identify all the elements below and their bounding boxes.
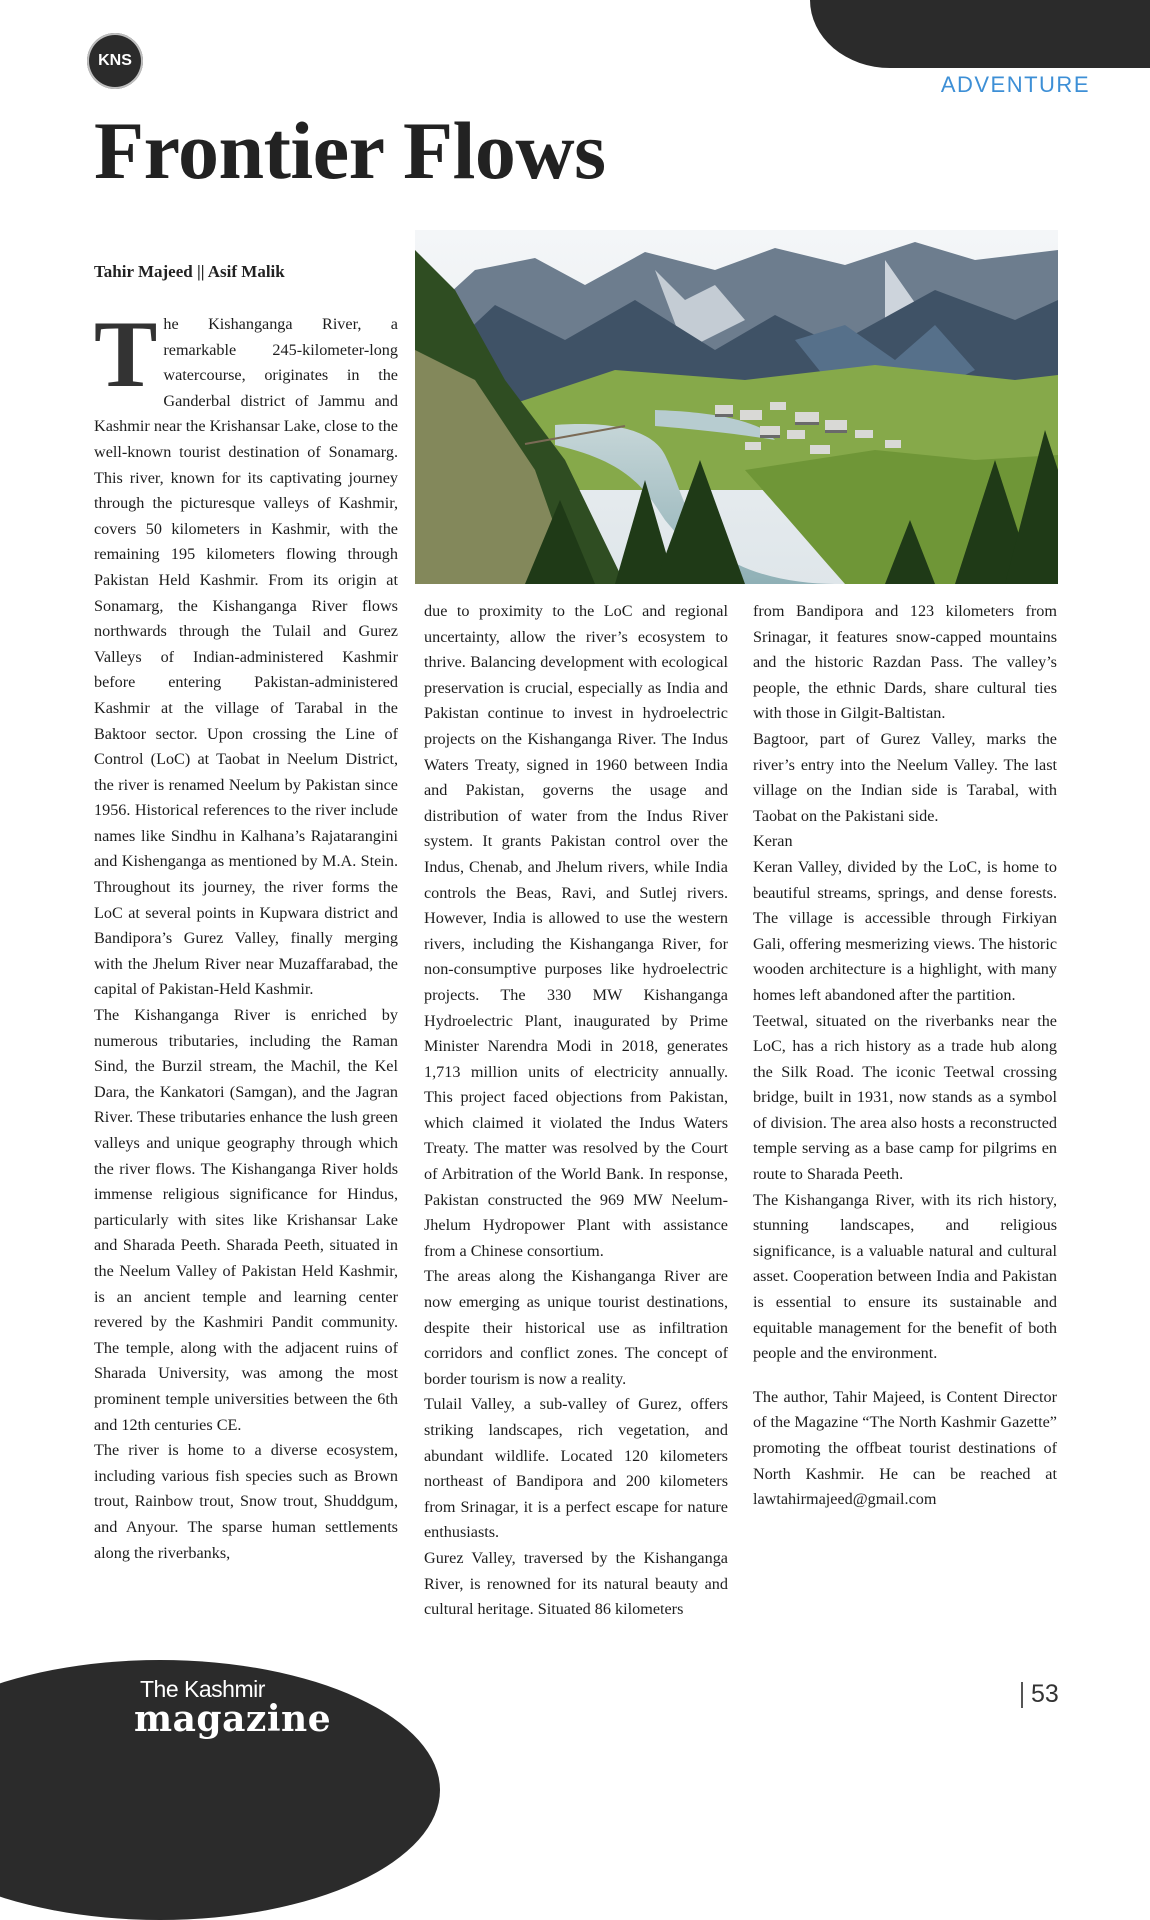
article-column-3: [753, 599, 1057, 1513]
article-paragraph: Tulail Valley, a sub-valley of Gurez, offers striking landscapes, rich vegetation, and abundant wildlife. Located 120 kilometers northeast of Bandipora and 200 kilometers from Srinagar, it is a perfect escape for nature enthusiasts.: [424, 1395, 728, 1542]
article-paragraph: due to proximity to the LoC and regional uncertainty, allow the river’s ecosystem to thrive. Balancing development with ecological preservation is crucial, especially as India and Pakistan continue to invest in hydroelectric projects on the Kishanganga River. The Indus Waters Treaty, signed in 1960 between India and Pakistan, governs the usage and distribution of water from the Indus River system. It grants Pakistan control over the Indus, Chenab, and Jhelum rivers, while India controls the Beas, Ravi, and Sutlej rivers. However, India is allowed to use the western rivers, including the Kishanganga River, for non-consumptive purposes like hydroelectric projects. The 330 MW Kishanganga Hydroelectric Plant, inaugurated by Prime Minister Narendra Modi in 2018, generates 1,713 million units of electricity annually. This project faced objections from Pakistan, which claimed it violated the Indus Waters Treaty. The matter was resolved by the Court of Arbitration of the World Bank. In response, Pakistan constructed the 969 MW Neelum-Jhelum Hydropower Plant with assistance from a Chinese consortium.: [424, 602, 728, 1260]
byline: Tahir Majeed || Asif Malik: [94, 262, 285, 281]
brand-line-2: magazine: [134, 1698, 332, 1740]
header-tab-decoration: [810, 0, 1150, 68]
article-paragraph: [94, 301, 398, 1003]
article-paragraph: The Kishanganga River, with its rich history, stunning landscapes, and religious significance, is a valuable natural and cultural asset. Cooperation between India and Pakistan is essential to ensure its sustainable and equitable management for the benefit of both people and the environment.: [753, 1190, 1057, 1363]
article-paragraph: Keran Valley, divided by the LoC, is home to beautiful streams, springs, and dense forests. The village is accessible through Firkiyan Gali, offering mesmerizing views. The historic wooden architecture is a highlight, with many homes left abandoned after the partition.: [753, 857, 1057, 1004]
article-paragraph: Gurez Valley, traversed by the Kishanganga River, is renowned for its natural beauty and cultural heritage. Situated 86 kilometers: [424, 1548, 728, 1619]
article-paragraph: Bagtoor, part of Gurez Valley, marks the river’s entry into the Neelum Valley. The last village on the Indian side is Tarabal, with Taobat on the Pakistani side.: [753, 729, 1057, 825]
page-title: Frontier Flows: [94, 105, 606, 196]
page-number: 53: [1031, 1680, 1059, 1708]
kns-logo-text: KNS: [98, 52, 132, 69]
article-paragraph: The river is home to a diverse ecosystem, including various fish species such as Brown trout, Rainbow trout, Snow trout, Shuddgum, and Anyour. The sparse human settlements along the riverbanks,: [94, 1441, 398, 1562]
article-paragraph: The areas along the Kishanganga River are now emerging as unique tourist destinations, despite their historical use as infiltration corridors and conflict zones. The concept of border tourism is now a reality.: [424, 1267, 728, 1388]
page-number-divider: [1021, 1682, 1023, 1708]
section-label: ADVENTURE: [940, 72, 1090, 97]
author-note: The author, Tahir Majeed, is Content Director of the Magazine “The North Kashmir Gazette” promoting the offbeat tourist destinations of North Kashmir. He can be reached at lawtahirmajeed@gmail.com: [753, 1387, 1057, 1509]
drop-cap: T: [94, 301, 158, 407]
article-paragraph: The Kishanganga River is enriched by numerous tributaries, including the Raman Sind, the Burzil stream, the Machil, the Kel Dara, the Kankatori (Samgan), and the Jagran River. These tributaries enhance the lush green valleys and unique geography through which the river flows. The Kishanganga River holds immense religious significance for Hindus, particularly with sites like Krishansar Lake and Sharada Peeth. Sharada Peeth, situated in the Neelum Valley of Pakistan Held Kashmir, is an ancient temple and learning center revered by the Kashmiri Pandit community. The temple, along with the adjacent ruins of Sharada University, was among the most prominent temple universities between the 6th and 12th centuries CE.: [94, 1006, 398, 1434]
kns-logo: [87, 33, 143, 89]
spacer: [753, 1367, 1057, 1385]
article-column-1: [94, 301, 398, 1566]
article-paragraph: Teetwal, situated on the riverbanks near the LoC, has a rich history as a trade hub along the Silk Road. The iconic Teetwal crossing bridge, built in 1931, now stands as a symbol of division. The area also hosts a reconstructed temple serving as a base camp for pilgrims en route to Sharada Peeth.: [753, 1011, 1057, 1184]
subheading-keran: Keran: [753, 832, 793, 851]
paragraph-text: he Kishanganga River, a remarkable 245-kilometer-long watercourse, originates in the Ganderbal district of Jammu and Kashmir near the Krishansar Lake, close to the well-known tourist destination of Sonamarg. This river, known for its captivating journey through the picturesque valleys of Kashmir, covers 50 kilometers in Kashmir, with the remaining 195 kilometers flowing through Pakistan Held Kashmir. From its origin at Sonamarg, the Kishanganga River flows northwards through the Tulail and Gurez Valleys of Indian-administered Kashmir before entering Pakistan-administered Kashmir at the village of Tarabal in the Baktoor sector. Upon crossing the Line of Control (LoC) at Taobat in Neelum District, the river is renamed Neelum by Pakistan since 1956. Historical references to the river include names like Sindhu in Kalhana’s Rajatarangini and Kishenganga as mentioned by M.A. Stein. Throughout its journey, the river forms the LoC at several points in Kupwara district and Bandipora’s Gurez Valley, finally merging with the Jhelum River near Muzaffarabad, the capital of Pakistan-Held Kashmir.: [94, 315, 398, 999]
landscape-photo-icon: [415, 230, 1058, 584]
brand-line-1: The Kashmir: [140, 1676, 265, 1702]
river-valley-photo: [415, 230, 1058, 584]
article-paragraph: from Bandipora and 123 kilometers from Srinagar, it features snow-capped mountains and the historic Razdan Pass. The valley’s people, the ethnic Dards, share cultural ties with those in Gilgit-Baltistan.: [753, 602, 1057, 723]
article-column-2: [424, 599, 728, 1623]
